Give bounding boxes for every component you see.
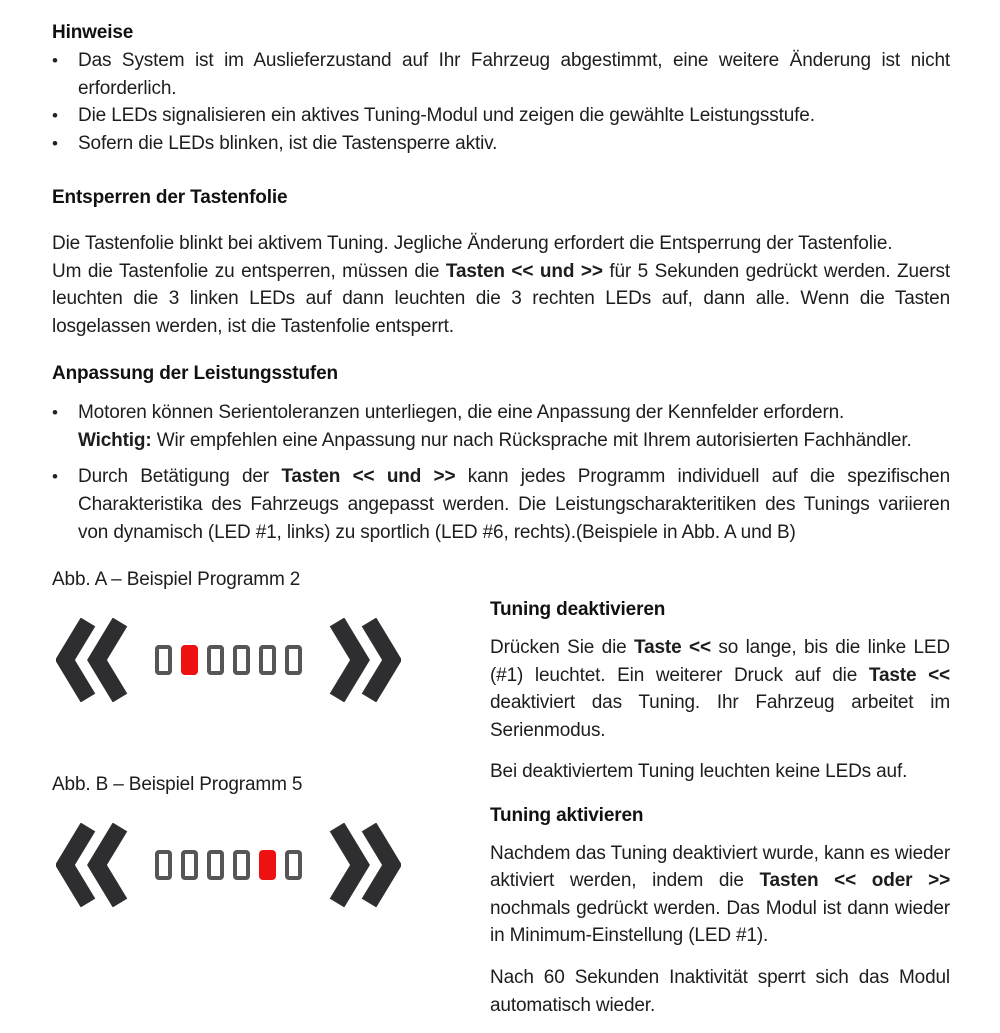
list-item xyxy=(52,463,950,546)
bold-run: Taste << xyxy=(634,637,711,659)
paragraph: Bei deaktiviertem Tuning leuchten keine LEDs auf. xyxy=(490,761,908,783)
bullet-marker: • xyxy=(52,403,58,423)
paragraph: Nachdem das Tuning deaktiviert wurde, kann es wieder aktiviert werden, indem die Tasten << oder >> nochmals gedrückt werden. Das Modul ist dann wieder in Minimum-Einstellung (LED #1). xyxy=(490,842,951,947)
led-1 xyxy=(155,645,172,675)
double-chevron-right-icon xyxy=(329,618,401,702)
list-item-text: Das System ist im Auslieferzustand auf Ihr Fahrzeug abgestimmt, eine weitere Änderung ist nicht erforderlich. xyxy=(78,50,950,99)
bullet-marker: • xyxy=(52,133,58,153)
section-entsperren xyxy=(52,187,950,340)
tuning-text-column xyxy=(490,569,950,1033)
anpassung-list xyxy=(52,399,950,546)
heading-tuning-deaktivieren: Tuning deaktivieren xyxy=(490,599,666,621)
led-4 xyxy=(233,645,250,675)
list-item-text: Sofern die LEDs blinken, ist die Tastensperre aktiv. xyxy=(78,132,498,154)
section-title-entsperren: Entsperren der Tastenfolie xyxy=(52,187,288,209)
led-row xyxy=(155,645,302,675)
heading-tuning-aktivieren: Tuning aktivieren xyxy=(490,804,644,826)
section-anpassung xyxy=(52,363,950,546)
paragraph: Drücken Sie die Taste << so lange, bis die linke LED (#1) leuchtet. Ein weiterer Druck auf die Taste << deaktiviert das Tuning. Ihr Fahrzeug arbeitet im Serienmodus. xyxy=(490,637,951,741)
list-item xyxy=(52,47,950,102)
list-item-text: Die LEDs signalisieren ein aktives Tuning-Modul und zeigen die gewählte Leistungsstufe. xyxy=(78,105,815,127)
figure-column xyxy=(52,569,490,1033)
bold-run: Tasten << und >> xyxy=(281,466,456,488)
figure-text-row xyxy=(52,569,950,1033)
figure-a-label: Abb. A – Beispiel Programm 2 xyxy=(52,569,301,591)
list-item xyxy=(52,130,950,158)
led-5-active xyxy=(259,850,276,880)
paragraph: Um die Tastenfolie zu entsperren, müssen die Tasten << und >> für 5 Sekunden gedrückt werden. Zuerst leuchten die 3 linken LEDs auf dann leuchten die 3 rechten LEDs auf, dann alle. Wenn die Tasten losgelassen werden, ist die Tastenfolie entsperrt. xyxy=(52,260,950,337)
led-2 xyxy=(181,850,198,880)
led-2-active xyxy=(181,645,198,675)
list-item xyxy=(52,102,950,130)
bullet-marker: • xyxy=(52,51,58,70)
double-chevron-left-icon xyxy=(56,618,128,702)
section-title-hinweise: Hinweise xyxy=(52,22,134,43)
paragraph: Die Tastenfolie blinkt bei aktivem Tuning. Jegliche Änderung erfordert die Entsperrung der Tastenfolie. xyxy=(52,233,893,255)
led-6 xyxy=(285,850,302,880)
list-item-text: • Durch Betätigung der Tasten << und >> kann jedes Programm individuell auf die spezifischen Charakteristika des Fahrzeugs angepasst werden. Die Leistungscharakteritiken des Tunings variieren von dynamisch (LED #1, links) zu sportlich (LED #6, rechts).(Beispiele in Abb. A und B) xyxy=(78,463,950,546)
led-1 xyxy=(155,850,172,880)
bullet-marker: • xyxy=(52,467,58,487)
led-5 xyxy=(259,645,276,675)
led-6 xyxy=(285,645,302,675)
paragraph: Nach 60 Sekunden Inaktivität sperrt sich das Modul automatisch wieder. xyxy=(490,967,950,1016)
bullet-marker: • xyxy=(52,106,58,126)
list-item xyxy=(52,399,950,454)
bold-run: Tasten << und >> xyxy=(445,260,603,282)
led-3 xyxy=(207,850,224,880)
led-3 xyxy=(207,645,224,675)
led-row xyxy=(155,850,302,880)
list-item-text: Motoren können Serientoleranzen unterliegen, die eine Anpassung der Kennfelder erfordern. Wichtig: Wir empfehlen eine Anpassung nur nach Rücksprache mit Ihrem autorisierten Fachhändler. xyxy=(78,402,912,451)
tuning-keypad-figure-b xyxy=(56,823,490,907)
section-title-anpassung: Anpassung der Leistungsstufen xyxy=(52,363,338,385)
led-4 xyxy=(233,850,250,880)
double-chevron-right-icon xyxy=(329,823,401,907)
section-hinweise xyxy=(52,22,950,157)
figure-b-label: Abb. B – Beispiel Programm 5 xyxy=(52,774,303,796)
bold-run: Wichtig: xyxy=(78,429,152,451)
hinweise-list xyxy=(52,47,950,157)
double-chevron-left-icon xyxy=(56,823,128,907)
tuning-keypad-figure-a xyxy=(56,618,490,702)
bold-run: Taste << xyxy=(868,664,951,686)
bold-run: Tasten << oder >> xyxy=(759,870,951,892)
